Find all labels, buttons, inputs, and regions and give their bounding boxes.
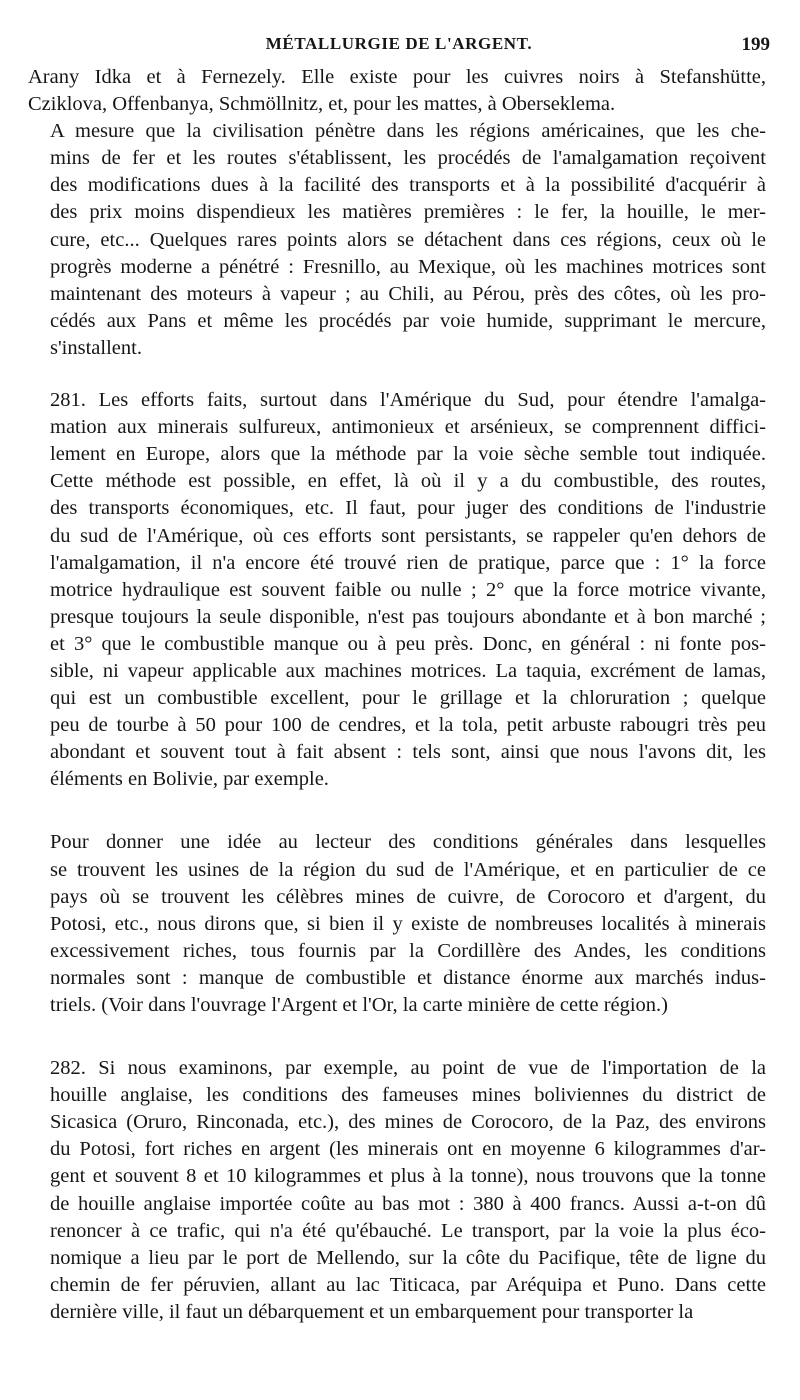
text-line: excessivement riches, tous fournis par la Cordillère des Andes, les conditions bbox=[50, 939, 766, 962]
text-line: mins de fer et les routes s'établissent, les procédés de l'amalgamation reçoivent bbox=[50, 147, 766, 170]
running-title: MÉTALLURGIE DE L'ARGENT. bbox=[265, 34, 533, 53]
text-line: lement en Europe, alors que la méthode par la voie sèche semble tout indiquée. bbox=[50, 443, 766, 466]
text-line: cédés aux Pans et même les procédés par voie humide, supprimant le mercure, bbox=[50, 309, 766, 332]
text-line: des prix moins dispendieux les matières premières : le fer, la houille, le mer- bbox=[50, 201, 766, 224]
text-line: se trouvent les usines de la région du sud de l'Amérique, et en particulier de ce bbox=[50, 858, 766, 881]
text-line: dernière ville, il faut un débarquement et un embarquement pour transporter la bbox=[50, 1300, 694, 1323]
text-line: A mesure que la civilisation pénètre dans les régions américaines, que les che- bbox=[50, 120, 766, 143]
page-number: 199 bbox=[741, 34, 770, 55]
text-line: s'installent. bbox=[50, 336, 142, 359]
text-line: normales sont : manque de combustible et distance énorme aux marchés indus- bbox=[50, 966, 766, 989]
text-line: abondant et souvent tout à fait absent : tels sont, ainsi que nous l'avons dit, les bbox=[50, 741, 766, 764]
text-line: Cette méthode est possible, en effet, là où il y a du combustible, des routes, bbox=[50, 470, 766, 493]
text-line: mation aux minerais sulfureux, antimonieux et arsénieux, se comprennent diffici- bbox=[50, 416, 766, 439]
text-line: presque toujours la seule disponible, n'est pas toujours abondante et à bon marché ; bbox=[50, 605, 766, 628]
text-line: 281. Les efforts faits, surtout dans l'Amérique du Sud, pour étendre l'amalga- bbox=[50, 389, 766, 412]
text-line: des transports économiques, etc. Il faut, pour juger des conditions de l'industrie bbox=[50, 497, 766, 520]
text-line: et 3° que le combustible manque ou à peu près. Donc, en général : ni fonte pos- bbox=[50, 632, 766, 655]
text-line: gent et souvent 8 et 10 kilogrammes et plus à la tonne), nous trouvons que la tonne bbox=[50, 1165, 766, 1188]
text-line: triels. (Voir dans l'ouvrage l'Argent et l'Or, la carte minière de cette région.) bbox=[50, 994, 669, 1016]
paragraph-281 bbox=[28, 387, 766, 793]
paragraph-continuation bbox=[28, 64, 766, 118]
text-line: pays où se trouvent les célèbres mines de cuivre, de Corocoro et d'argent, du bbox=[50, 885, 766, 908]
text-line: maintenant des moteurs à vapeur ; au Chili, au Pérou, près des côtes, où les pro- bbox=[50, 282, 766, 305]
text-line: des modifications dues à la facilité des transports et à la possibilité d'acquérir à bbox=[50, 174, 766, 197]
paragraph-civilisation bbox=[28, 118, 766, 362]
text-line: du Potosi, fort riches en argent (les minerais ont en moyenne 6 kilogrammes d'ar- bbox=[50, 1138, 766, 1161]
text-line: du sud de l'Amérique, où ces efforts sont persistants, se rappeler qu'en dehors de bbox=[50, 524, 766, 547]
text-line: sible, ni vapeur applicable aux machines motrices. La taquia, excrément de lamas, bbox=[50, 659, 766, 682]
text-line: chemin de fer péruvien, allant au lac Titicaca, par Aréquipa et Puno. Dans cette bbox=[50, 1273, 766, 1296]
paragraph-pour-donner bbox=[28, 829, 766, 1019]
text-line: Potosi, etc., nous dirons que, si bien il y existe de nombreuses localités à minerais bbox=[50, 912, 766, 935]
text-line: Pour donner une idée au lecteur des conditions générales dans lesquelles bbox=[50, 831, 766, 854]
text-line: Sicasica (Oruro, Rinconada, etc.), des mines de Corocoro, de la Paz, des environs bbox=[50, 1111, 766, 1134]
text-line: 282. Si nous examinons, par exemple, au point de vue de l'importation de la bbox=[50, 1057, 766, 1080]
text-line: Cziklova, Offenbanya, Schmöllnitz, et, pour les mattes, à Oberseklema. bbox=[28, 93, 616, 116]
text-line: nomique a lieu par le port de Mellendo, sur la côte du Pacifique, tête de ligne du bbox=[50, 1246, 766, 1269]
text-line: de houille anglaise importée coûte au bas mot : 380 à 400 francs. Aussi a-t-on dû bbox=[50, 1192, 766, 1215]
text-line: cure, etc... Quelques rares points alors se détachent dans ces régions, ceux où le bbox=[50, 228, 766, 251]
text-line: Arany Idka et à Fernezely. Elle existe pour les cuivres noirs à Stefanshütte, bbox=[28, 66, 766, 88]
text-line: motrice hydraulique est souvent faible ou nulle ; 2° que la force motrice vivante, bbox=[50, 578, 766, 601]
text-line: l'amalgamation, il n'a encore été trouvé rien de pratique, parce que : 1° la force bbox=[50, 551, 766, 574]
text-line: houille anglaise, les conditions des fameuses mines boliviennes du district de bbox=[50, 1084, 766, 1107]
text-line: renoncer à ce trafic, qui n'a été qu'ébauché. Le transport, par la voie la plus éco- bbox=[50, 1219, 766, 1242]
body-text bbox=[28, 64, 766, 1326]
text-line: éléments en Bolivie, par exemple. bbox=[50, 768, 329, 791]
running-head bbox=[28, 34, 770, 58]
text-line: progrès moderne a pénétré : Fresnillo, au Mexique, où les machines motrices sont bbox=[50, 255, 766, 278]
text-line: qui est un combustible excellent, pour le grillage et la chloruration ; quelque bbox=[50, 687, 766, 710]
text-line: peu de tourbe à 50 pour 100 de cendres, et la tola, petit arbuste rabougri très peu bbox=[50, 714, 766, 737]
paragraph-282 bbox=[28, 1055, 766, 1326]
